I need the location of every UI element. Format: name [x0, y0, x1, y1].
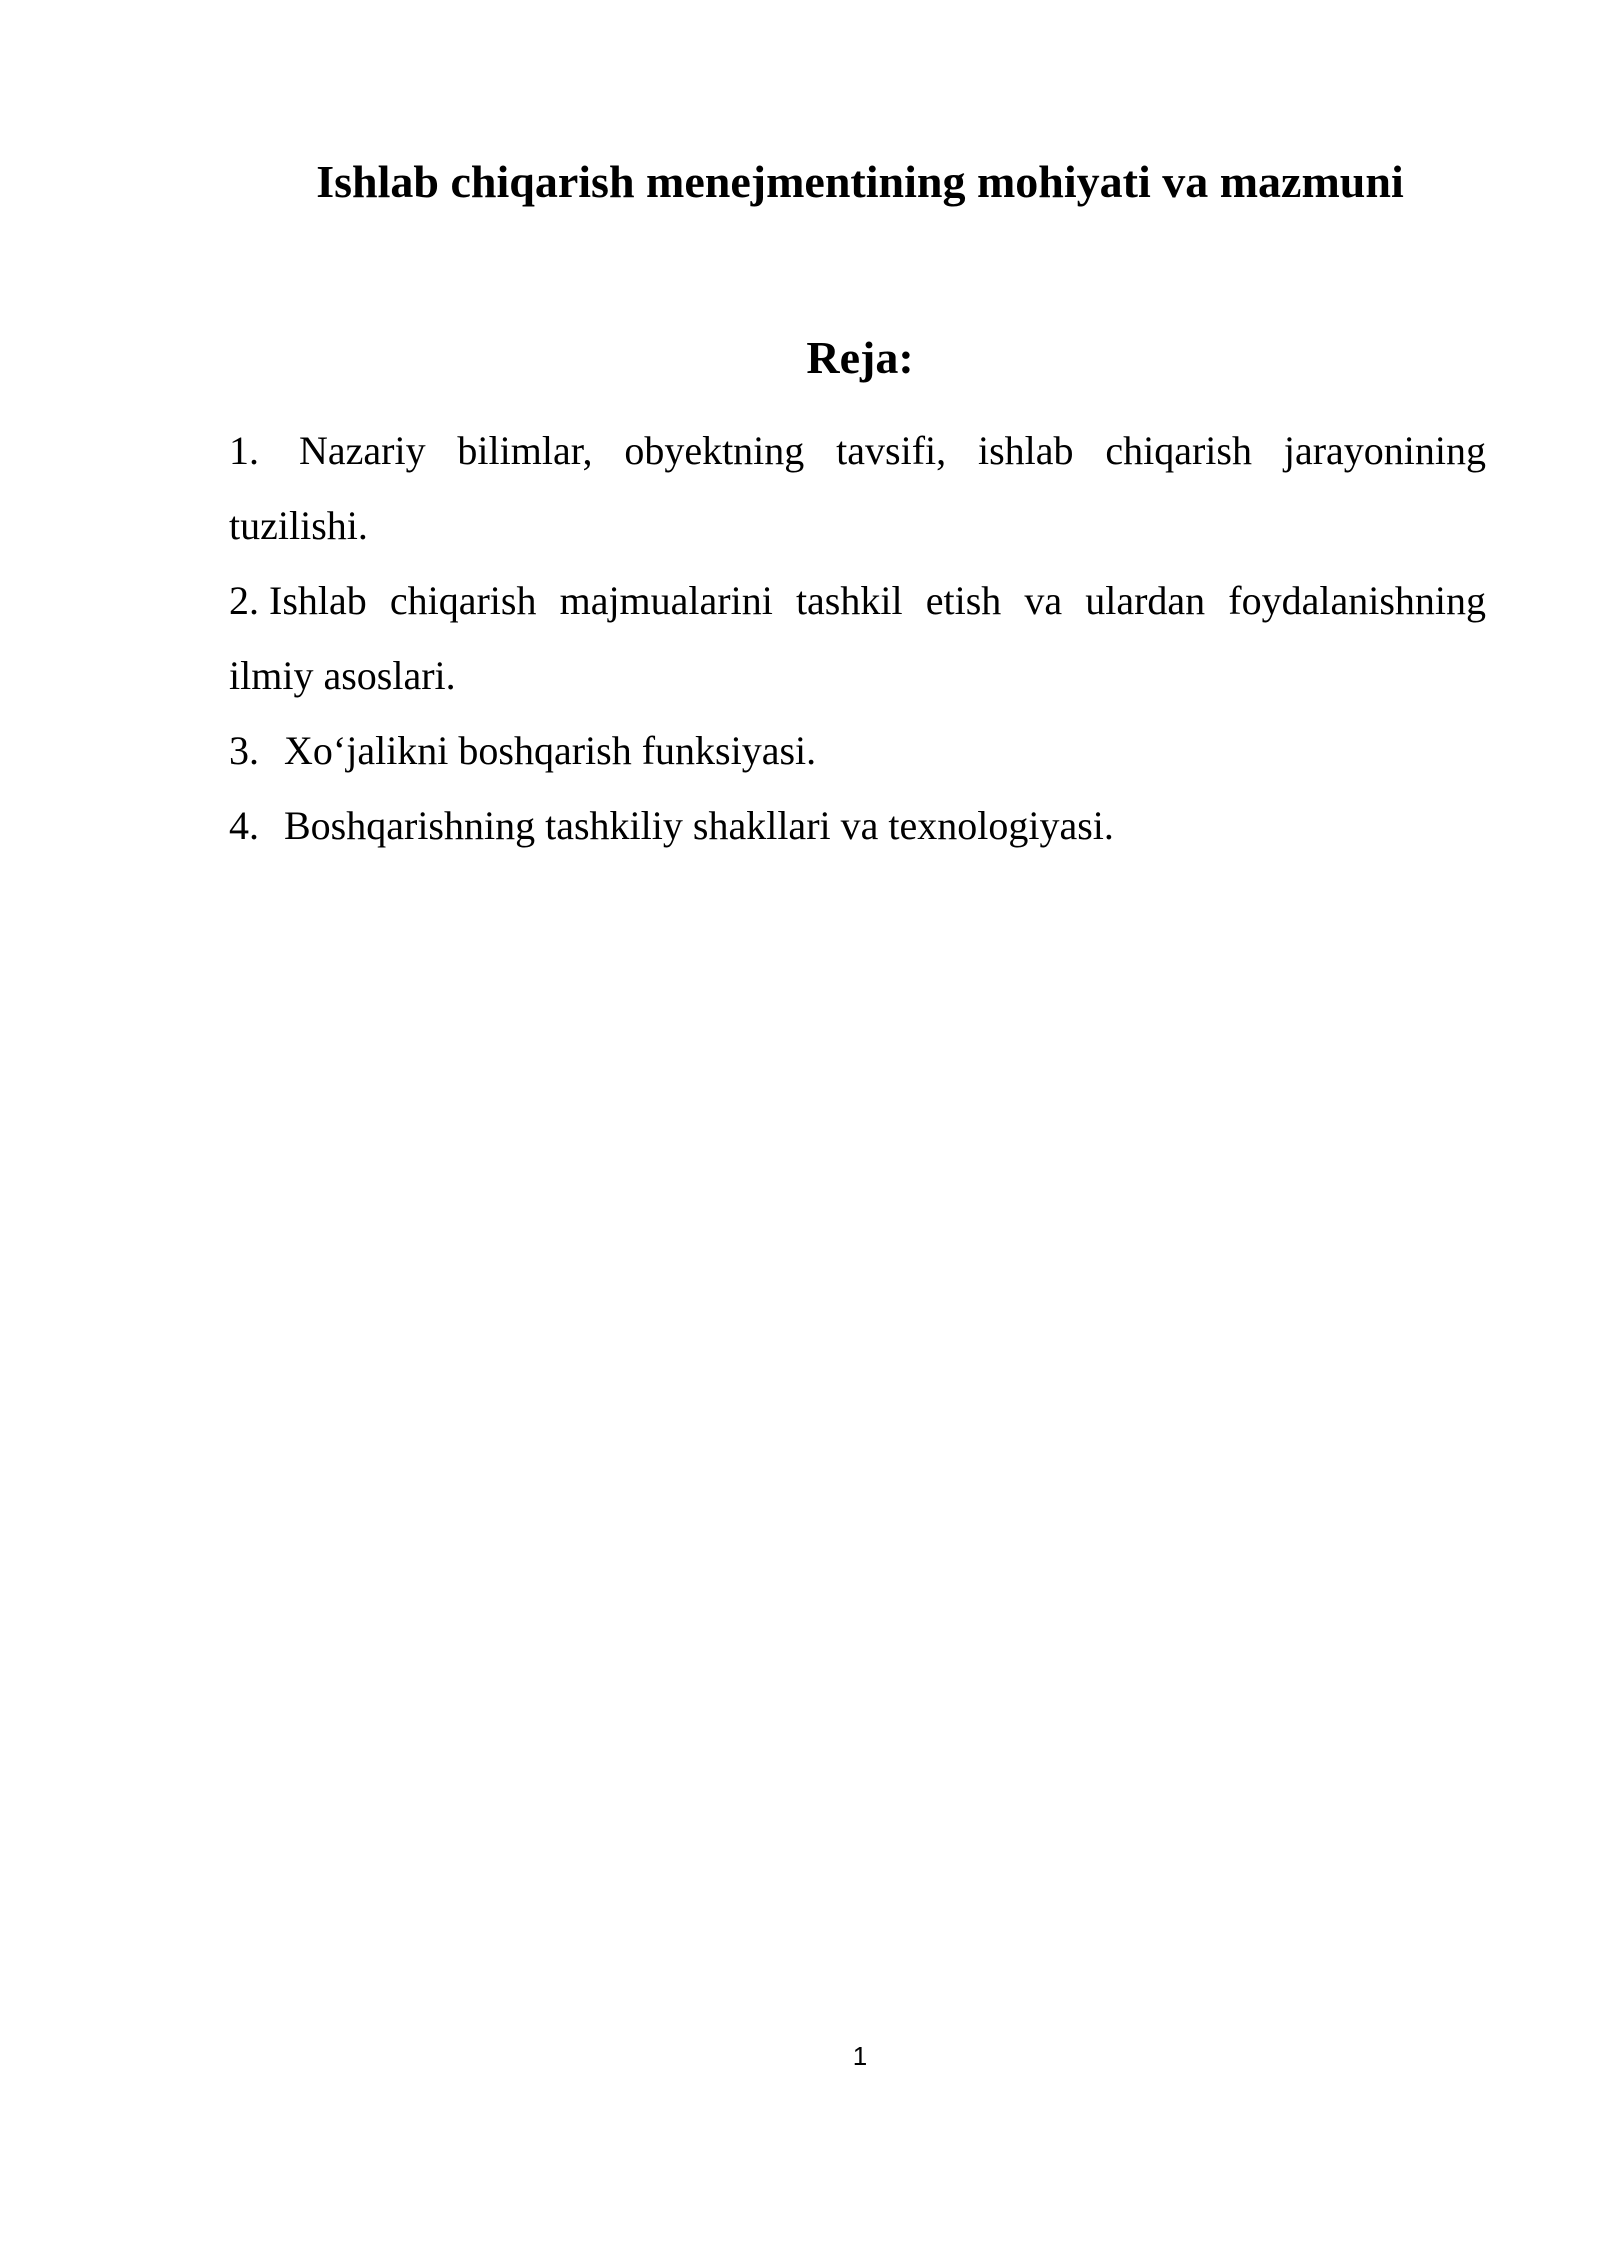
plan-item — [229, 563, 1486, 713]
document-title: Ishlab chiqarish menejmentining mohiyati va mazmuni — [316, 156, 1404, 207]
plan-item-text: Ishlab chiqarish majmualarini tashkil etish va ulardan foydalanishning ilmiy asoslari. — [229, 578, 1486, 698]
plan-item-text: Xo‘jalikni boshqarish funksiyasi. — [284, 728, 817, 773]
plan-item-text: Nazariy bilimlar, obyektning tavsifi, ishlab chiqarish jarayonining tuzilishi. — [229, 428, 1486, 548]
plan-item-number: 4. — [229, 803, 259, 848]
plan-item-number: 2. — [229, 578, 259, 623]
plan-item-number: 1. — [229, 428, 259, 473]
plan-item — [229, 413, 1486, 563]
plan-list — [229, 413, 1486, 863]
page-number: 1 — [852, 2041, 868, 2071]
plan-item — [229, 788, 1486, 863]
plan-item-text: Boshqarishning tashkiliy shakllari va texnologiyasi. — [284, 803, 1114, 848]
plan-heading: Reja: — [806, 332, 914, 383]
plan-item — [229, 713, 1486, 788]
plan-item-number: 3. — [229, 728, 259, 773]
